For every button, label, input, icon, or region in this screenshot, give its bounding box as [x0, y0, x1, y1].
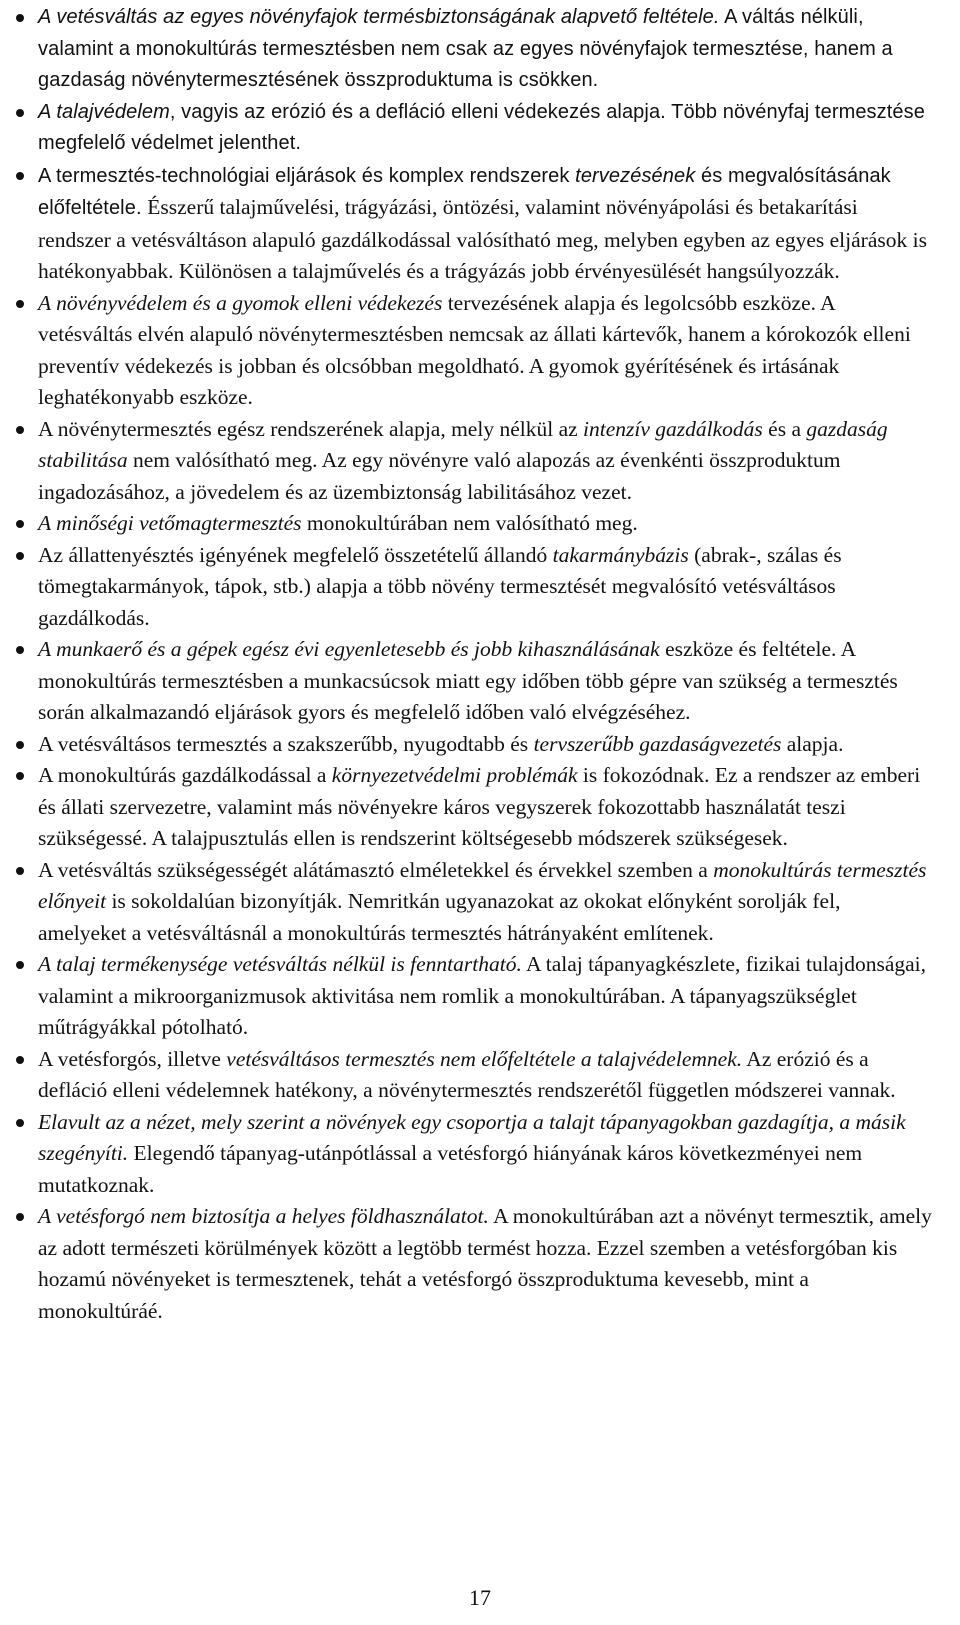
bullet-item [14, 634, 934, 729]
body-text: is fokozódnak. Ez a rendszer az emberi és állati szervezetre, valamint más növényekre káros vegyszerek fokozottabb használatát teszi szükségessé. A talajpusztulás ellen is rendszerint költségesebb módszerek szükségesek. [38, 763, 921, 850]
emphasized-text: Elavult az a nézet, mely szerint a növények egy csoportja a talajt tápanyagokban gazdagítja, a másik szegényíti. [38, 1109, 906, 1165]
emphasized-text: vetésváltásos termesztés nem előfeltétele a talajvédelemnek. [226, 1046, 743, 1071]
emphasized-text: A vetésváltás az egyes növényfajok termésbiztonságának alapvető feltétele. [38, 6, 720, 28]
body-text: (abrak-, szálas és tömegtakarmányok, tápok, stb.) alapja a több növény termesztését megvalósító vetésváltásos gazdálkodás. [38, 542, 842, 630]
body-text: eszköze és feltétele. A monokultúrás termesztésben a munkacsúcsok miatt egy időben több gépre van szükség a termesztés során alkalmazandó eljárások gyors és megfelelő időben való elvégzéséhez. [38, 637, 898, 724]
emphasized-text: intenzív gazdálkodás [583, 416, 763, 441]
bullet-item [14, 729, 934, 761]
body-text: A vetésforgós, illetve [38, 1046, 227, 1071]
body-text: A talaj tápanyagkészlete, fizikai tulajdonságai, valamint a mikroorganizmusok aktivitása nem romlik a monokultúrában. A tápanyagszükséglet műtrágyákkal pótolható. [38, 952, 927, 1039]
body-text: Ésszerű talajművelési, trágyázási, öntözési, valamint növényápolási és betakarítási rendszer a vetésváltáson alapuló gazdálkodással valósítható meg, melyben egyben az egyes eljárások is hatékonyabbak. Különösen a talajművelés és a trágyázás jobb érvényesülését hangsúlyozzák. [38, 195, 927, 283]
bullet-item [14, 760, 934, 855]
emphasized-text: tervezésének [575, 164, 696, 187]
body-text: Elegendő tápanyag-utánpótlással a vetésforgó hiányának káros következményei nem mutatkoznak. [38, 1141, 863, 1197]
page-number: 17 [469, 1585, 491, 1610]
emphasized-text: A munkaerő és a gépek egész évi egyenletesebb és jobb kihasználásának [38, 637, 660, 661]
bullet-item [14, 97, 934, 160]
emphasized-text: A növényvédelem és a gyomok elleni védekezés [38, 290, 443, 315]
body-text: is sokoldalúan bizonyítják. Nemritkán ugyanazokat az okokat előnyként sorolják fel, amelyeket a vetésváltásnál a monokultúrás termesztés hátrányaként említenek. [38, 889, 841, 945]
emphasized-text: A minőségi vetőmagtermesztés [38, 511, 302, 535]
body-text: és a [762, 416, 807, 441]
body-text: A vetésváltás szükségességét alátámasztó elméletekkel és érvekkel szemben a [38, 857, 714, 882]
emphasized-text: A vetésforgó nem biztosítja a helyes földhasználatot. [38, 1204, 489, 1228]
bullet-item [14, 160, 934, 288]
bullet-item [14, 414, 934, 509]
emphasized-text: monokultúrás termesztés előnyeit [38, 857, 927, 913]
emphasized-text: A talajvédelem [38, 100, 170, 123]
body-text: Az állattenyésztés igényének megfelelő összetételű állandó [38, 542, 553, 567]
body-text: monokultúrában nem valósítható meg. [301, 511, 638, 535]
bullet-list [14, 2, 934, 1327]
emphasized-text: tervszerűbb gazdaságvezetés [533, 731, 782, 756]
body-text: nem valósítható meg. Az egy növényre való alapozás az évenkénti összproduktum ingadozásához, a jövedelem és az üzembiztonság labilitásához vezet. [38, 448, 841, 504]
bullet-item [14, 2, 934, 97]
body-text: A váltás nélküli, valamint a monokultúrás termesztésben nem csak az egyes növényfajok termesztése, hanem a gazdaság növénytermesztésének összproduktuma is csökken. [38, 6, 893, 91]
bullet-item [14, 508, 934, 540]
body-text: A vetésváltásos termesztés a szakszerűbb, nyugodtabb és [38, 731, 534, 756]
bullet-item [14, 288, 934, 414]
bullet-item [14, 855, 934, 950]
body-text: , vagyis az erózió és a defláció elleni védekezés alapja. Több növényfaj termesztése megfelelő védelmet jelenthet. [38, 100, 925, 154]
emphasized-text: gazdaság stabilitása [38, 416, 888, 472]
emphasized-text: takarmánybázis [552, 542, 689, 567]
bullet-item [14, 1044, 934, 1107]
bullet-item [14, 1201, 934, 1327]
bullet-item [14, 949, 934, 1044]
body-text: A növénytermesztés egész rendszerének alapja, mely nélkül az [38, 416, 584, 441]
emphasized-text: A talaj termékenysége vetésváltás nélkül is fenntartható. [38, 952, 522, 976]
body-text: A monokultúrás gazdálkodással a [38, 763, 332, 787]
body-text: tervezésének alapja és legolcsóbb eszköze. A vetésváltás elvén alapuló növénytermesztésben nemcsak az állati kártevők, hanem a kórokozók elleni preventív védekezés is jobban és olcsóbban megoldható. A gyomok gyérítésének és irtásának leghatékonyabb eszköze. [38, 290, 911, 409]
body-text: A monokultúrában azt a növényt termesztik, amely az adott természeti körülmények között a legtöbb termést hozza. Ezzel szemben a vetésforgóban kis hozamú növényeket is termesztenek, tehát a vetésforgó összproduktuma kevesebb, mint a monokultúráé. [38, 1204, 932, 1323]
bullet-item [14, 540, 934, 635]
bullet-item [14, 1107, 934, 1202]
emphasized-text: környezetvédelmi problémák [331, 763, 578, 787]
body-text: alapja. [781, 731, 844, 756]
body-text-sans: és megvalósításának előfeltétele. [38, 164, 891, 219]
body-text: A termesztés-technológiai eljárások és komplex rendszerek [38, 164, 576, 187]
body-text: Az erózió és a defláció elleni védelemnek hatékony, a növénytermesztés rendszerétől független módszerei vannak. [38, 1046, 896, 1102]
